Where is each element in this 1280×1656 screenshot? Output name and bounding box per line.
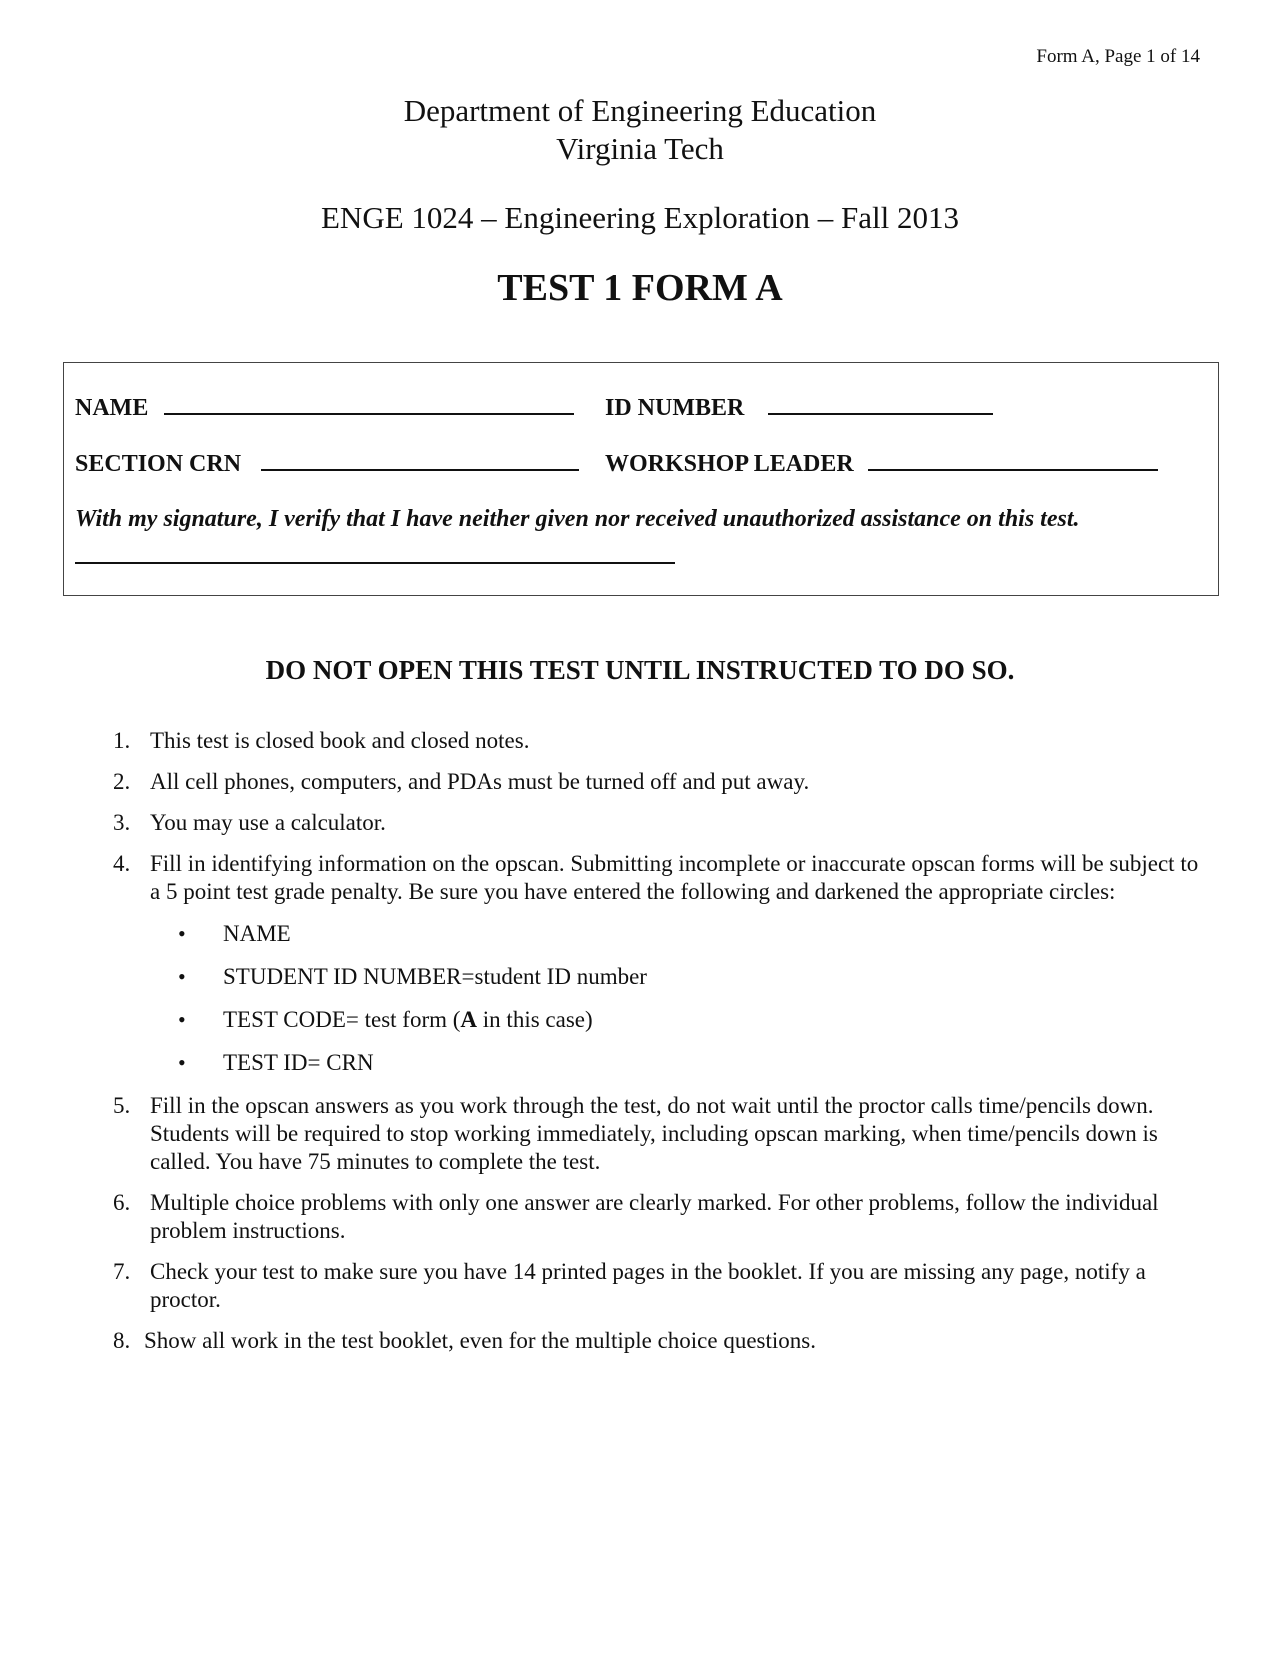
item-number: 6. (113, 1190, 131, 1215)
item-text: Multiple choice problems with only one answer are clearly marked. For other problems, follow the individual problem instructions. (150, 1190, 1159, 1243)
page-number-label: Form A, Page 1 of 14 (1036, 46, 1200, 67)
test-code-suffix: in this case) (477, 1007, 593, 1032)
item-number: 8. (113, 1328, 131, 1353)
item-text: Fill in identifying information on the opscan. Submitting incomplete or inaccurate opscan forms will be subject to a 5 point test grade penalty. Be sure you have entered the following and darkened the appropriate circles: (150, 851, 1199, 904)
list-item (113, 1092, 1203, 1176)
workshop-leader-label: WORKSHOP LEADER (605, 451, 854, 477)
bullet-item (113, 963, 1203, 991)
bullet-item (113, 1049, 1203, 1077)
attestation-statement: With my signature, I verify that I have neither given nor received unauthorized assistance on this test. (75, 506, 1080, 532)
name-id-row (75, 393, 745, 422)
instructions-list (113, 727, 1203, 1368)
item-number: 2. (113, 769, 131, 794)
item-number: 4. (113, 851, 131, 876)
id-number-blank[interactable] (768, 393, 993, 415)
section-crn-label: SECTION CRN (75, 451, 242, 477)
item-text: All cell phones, computers, and PDAs must be turned off and put away. (150, 769, 810, 794)
test-title: TEST 1 FORM A (497, 267, 783, 309)
test-code-prefix: TEST CODE= test form ( (223, 1007, 461, 1032)
item-number: 1. (113, 728, 131, 753)
item-number: 7. (113, 1259, 131, 1284)
signature-line[interactable] (75, 562, 675, 564)
name-blank[interactable] (164, 393, 574, 415)
item-text: Show all work in the test booklet, even for the multiple choice questions. (144, 1328, 816, 1353)
bullet-item (113, 920, 1203, 948)
list-item (113, 727, 1203, 755)
list-item (113, 1189, 1203, 1245)
workshop-leader-group (605, 449, 1158, 478)
department-title: Department of Engineering Education (403, 93, 877, 128)
workshop-leader-blank[interactable] (868, 449, 1158, 471)
id-number-group (605, 393, 993, 422)
item-text: You may use a calculator. (150, 810, 386, 835)
bullet-text (223, 1007, 593, 1032)
title-block (0, 92, 1280, 310)
student-info-box (63, 362, 1219, 596)
bullet-item (113, 1006, 1203, 1034)
university-title: Virginia Tech (556, 131, 724, 166)
bullet-text: TEST ID= CRN (223, 1050, 374, 1075)
list-item (113, 768, 1203, 796)
list-item (113, 850, 1203, 906)
item-text: Check your test to make sure you have 14 printed pages in the booklet. If you are missing any page, notify a proctor. (150, 1259, 1146, 1312)
bullet-icon: • (178, 921, 186, 946)
do-not-open-warning: DO NOT OPEN THIS TEST UNTIL INSTRUCTED TO DO SO. (265, 655, 1015, 685)
list-item (113, 1258, 1203, 1314)
section-workshop-row (75, 449, 854, 478)
id-number-label: ID NUMBER (605, 395, 745, 421)
name-label: NAME (75, 395, 149, 421)
list-item (113, 809, 1203, 837)
item-number: 5. (113, 1093, 131, 1118)
course-title: ENGE 1024 – Engineering Exploration – Fall 2013 (321, 200, 959, 235)
list-item (113, 1327, 1203, 1355)
section-crn-blank[interactable] (261, 449, 579, 471)
bullet-text: STUDENT ID NUMBER=student ID number (223, 964, 647, 989)
bullet-icon: • (178, 964, 186, 989)
opscan-bullet-list (113, 920, 1203, 1077)
bullet-icon: • (178, 1050, 186, 1075)
item-text: Fill in the opscan answers as you work through the test, do not wait until the proctor calls time/pencils down. Students will be required to stop working immediately, including opscan marking, when time/pencils down is called. You have 75 minutes to complete the test. (150, 1093, 1158, 1174)
item-text: This test is closed book and closed notes. (150, 728, 530, 753)
item-number: 3. (113, 810, 131, 835)
bullet-icon: • (178, 1007, 186, 1032)
bullet-text: NAME (223, 921, 291, 946)
test-code-letter: A (460, 1007, 478, 1032)
